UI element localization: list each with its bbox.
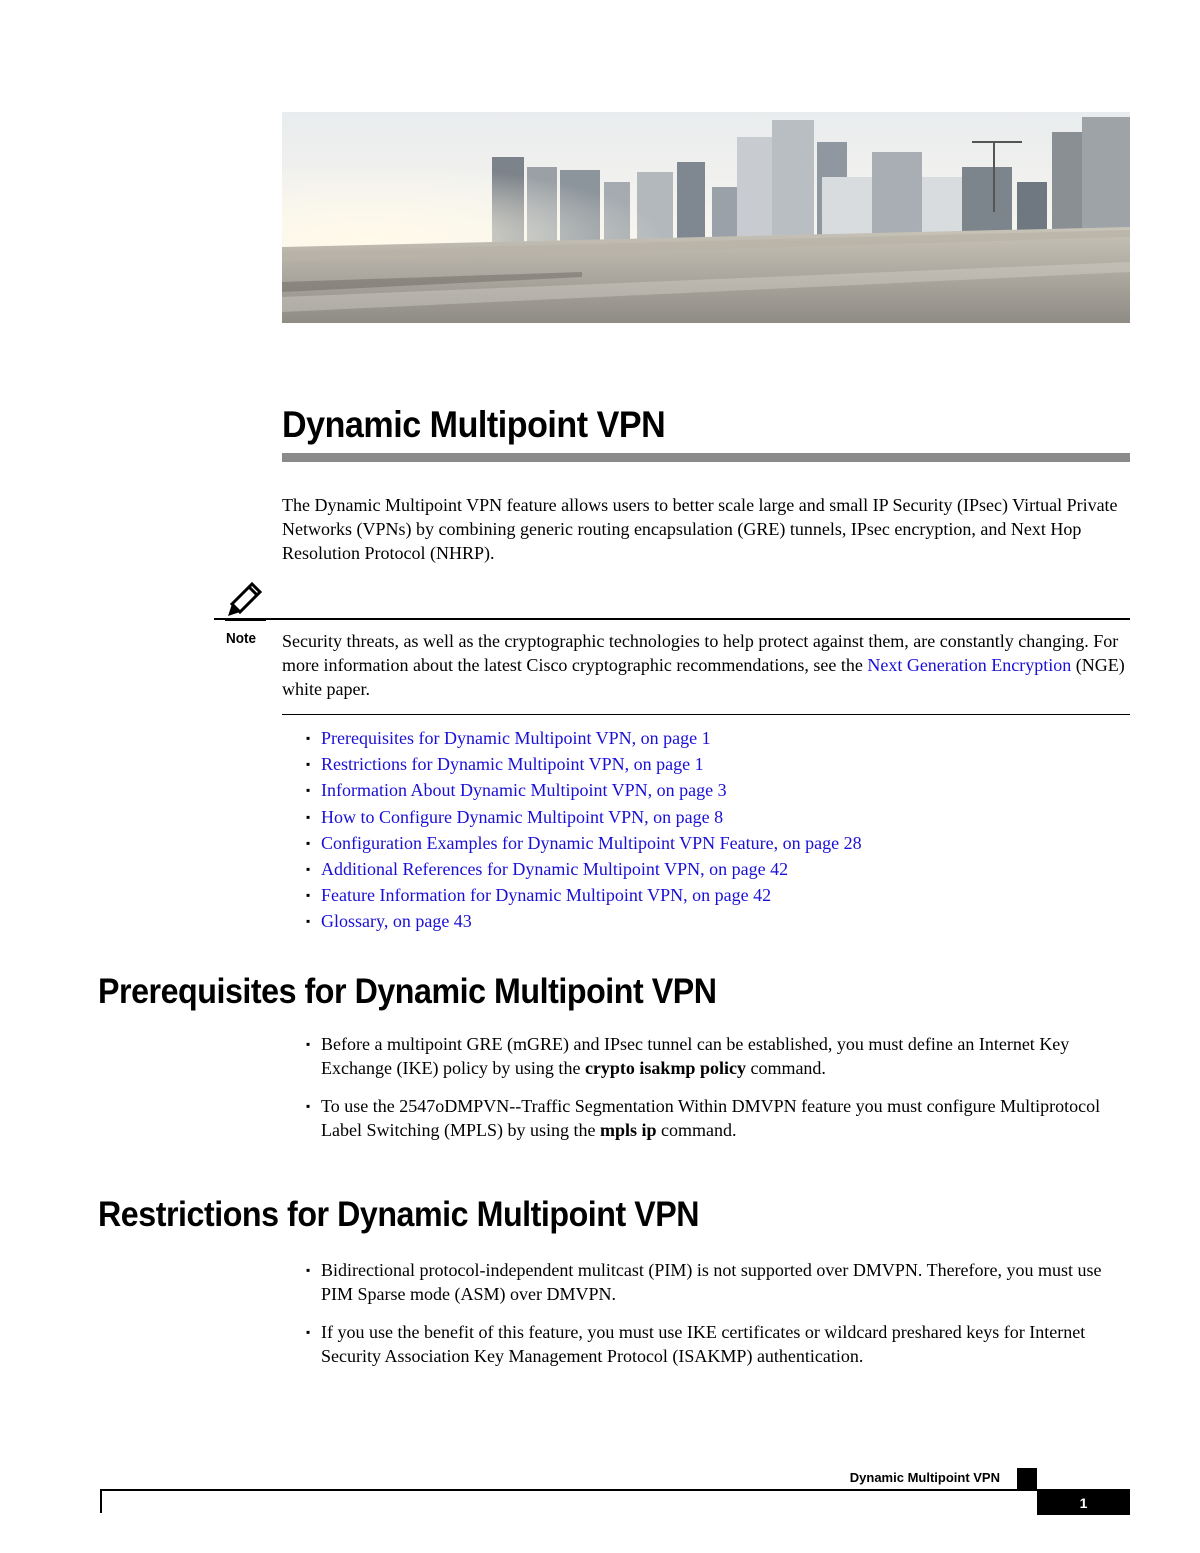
footer-rule: [100, 1489, 1130, 1491]
note-label: Note: [226, 630, 257, 647]
list-item: [306, 752, 862, 778]
restrictions-heading: Restrictions for Dynamic Multipoint VPN: [98, 1195, 700, 1234]
bullet-icon: ▪: [306, 809, 311, 824]
toc-link-additional-references[interactable]: Additional References for Dynamic Multipoint VPN, on page 42: [321, 858, 789, 879]
bullet-icon: ▪: [306, 861, 311, 876]
list-item: [306, 726, 862, 752]
bullet-icon: ▪: [306, 1325, 311, 1339]
toc-link-glossary[interactable]: Glossary, on page 43: [321, 911, 472, 932]
prereq-2-command: mpls ip: [599, 1120, 657, 1140]
list-item: [306, 1032, 1136, 1080]
intro-paragraph: The Dynamic Multipoint VPN feature allows users to better scale large and small IP Security (IPsec) Virtual Private Networks (VPNs) by combining generic routing encapsulation (GRE) tunnels, IPsec encryption, and Next Hop Resolution Protocol (NHRP).: [282, 495, 1118, 563]
footer-tick: [100, 1491, 102, 1513]
restriction-2-text: If you use the benefit of this feature, you must use IKE certificates or wildcard preshared keys for Internet Security Association Key Management Protocol (ISAKMP) authentication.: [321, 1322, 1086, 1366]
city-skyline-photo: [282, 112, 1130, 323]
note-text-after: (NGE) white paper.: [282, 655, 1125, 699]
list-item: [306, 1258, 1136, 1306]
toc-link-configuration-examples[interactable]: Configuration Examples for Dynamic Multipoint VPN Feature, on page 28: [321, 832, 862, 853]
prereq-1-text-end: command.: [745, 1058, 826, 1078]
nge-link[interactable]: Next Generation Encryption: [867, 655, 1072, 675]
toc-link-information[interactable]: Information About Dynamic Multipoint VPN, on page 3: [321, 780, 727, 801]
prereq-1-command: crypto isakmp policy: [584, 1058, 746, 1078]
title-rule: [282, 453, 1130, 462]
prerequisites-heading: Prerequisites for Dynamic Multipoint VPN: [98, 972, 717, 1011]
footer-marker: [1017, 1468, 1037, 1489]
list-item: [306, 1320, 1136, 1368]
prereq-2-text: To use the 2547oDMPVN--Traffic Segmentation Within DMVPN feature you must configure Multiprotocol Label Switching (MPLS) by using the: [321, 1096, 1101, 1140]
prereq-1-text: Before a multipoint GRE (mGRE) and IPsec tunnel can be established, you must define an Internet Key Exchange (IKE) policy by using the: [321, 1034, 1070, 1078]
chapter-title: Dynamic Multipoint VPN: [282, 404, 666, 445]
page-number: 1: [1037, 1491, 1130, 1515]
footer-chapter-label: Dynamic Multipoint VPN: [849, 1470, 1000, 1485]
note-text: [282, 629, 1134, 701]
note-text-before: Security threats, as well as the cryptographic technologies to help protect against them, are constantly changing. For more information about the latest Cisco cryptographic recommendations, see the: [282, 631, 1119, 675]
list-item: [306, 805, 862, 831]
note-bottom-rule: [282, 714, 1130, 715]
toc-link-prerequisites[interactable]: Prerequisites for Dynamic Multipoint VPN, on page 1: [321, 728, 711, 748]
list-item: [306, 831, 862, 857]
list-item: [306, 909, 862, 935]
toc-list: [306, 726, 862, 936]
bullet-icon: ▪: [306, 835, 311, 850]
prerequisites-list: [306, 1032, 1136, 1156]
prereq-2-text-end: command.: [656, 1120, 737, 1140]
restriction-1-text: Bidirectional protocol-independent mulitcast (PIM) is not supported over DMVPN. Therefore, you must use PIM Sparse mode (ASM) over DMVPN.: [321, 1260, 1102, 1304]
bullet-icon: ▪: [306, 1037, 311, 1051]
bullet-icon: ▪: [306, 731, 311, 745]
list-item: [306, 1094, 1136, 1142]
bullet-icon: ▪: [306, 888, 311, 903]
list-item: [306, 883, 862, 909]
bullet-icon: ▪: [306, 783, 311, 798]
note-top-rule: [214, 618, 1130, 620]
pencil-icon: [222, 582, 266, 622]
list-item: [306, 857, 862, 883]
toc-link-how-to-configure[interactable]: How to Configure Dynamic Multipoint VPN, on page 8: [321, 806, 724, 827]
bullet-icon: ▪: [306, 757, 311, 772]
bullet-icon: ▪: [306, 914, 311, 929]
bullet-icon: ▪: [306, 1263, 311, 1277]
hero-image: [282, 112, 1130, 323]
bullet-icon: ▪: [306, 1099, 311, 1113]
list-item: [306, 778, 862, 804]
toc-link-feature-information[interactable]: Feature Information for Dynamic Multipoint VPN, on page 42: [321, 885, 772, 906]
toc-link-restrictions[interactable]: Restrictions for Dynamic Multipoint VPN, on page 1: [321, 754, 704, 775]
restrictions-list: [306, 1258, 1136, 1382]
